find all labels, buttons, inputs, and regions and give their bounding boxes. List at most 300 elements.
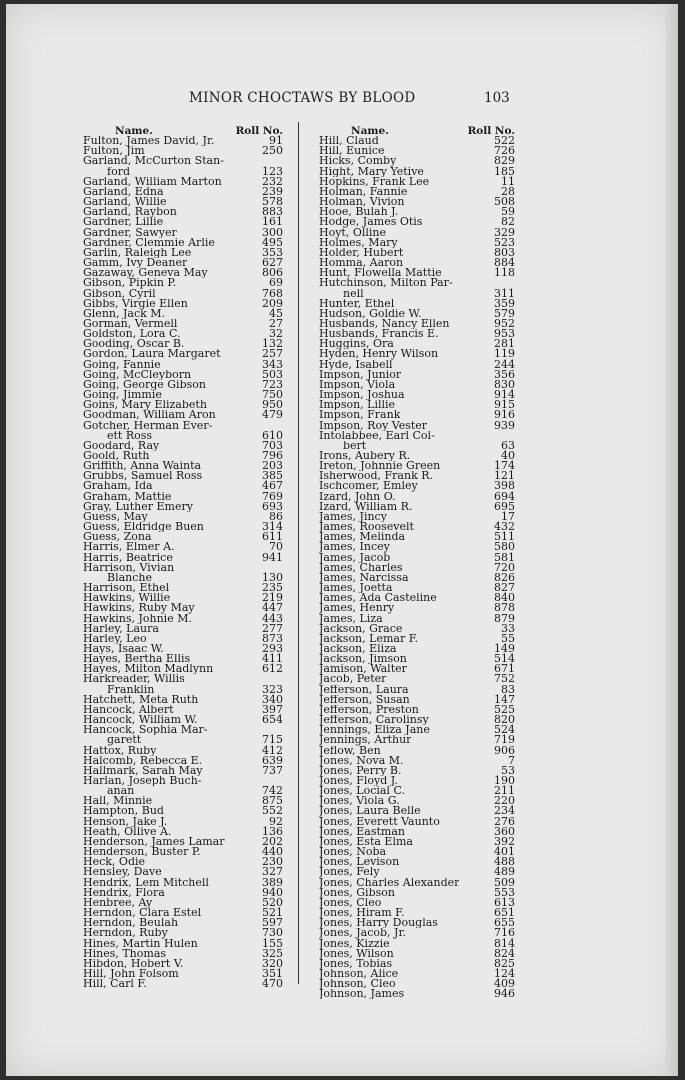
- entry-name: Impson, Junior: [319, 369, 402, 380]
- list-item: [319, 834, 515, 848]
- entry-name: Jamison, Walter: [319, 664, 407, 675]
- entry-name: Harley, Leo: [83, 633, 147, 644]
- entry-roll-number: 737: [262, 763, 283, 777]
- entry-roll-number: 946: [494, 987, 515, 1001]
- list-item: [83, 258, 283, 268]
- list-item: [319, 410, 515, 420]
- list-item: [319, 481, 515, 491]
- entry-roll-number: 467: [262, 479, 283, 493]
- list-item: [319, 400, 515, 410]
- entry-roll-number: 879: [494, 611, 515, 625]
- list-item: [83, 824, 283, 838]
- entry-roll-number: 311: [494, 286, 515, 300]
- entry-name: Jones, Hiram F.: [319, 908, 405, 919]
- entry-roll-number: 147: [494, 692, 515, 706]
- list-item: [83, 461, 283, 471]
- entry-name: Heck, Odie: [83, 857, 146, 868]
- entry-name: Goodard, Ray: [83, 440, 160, 451]
- entry-name: James, Ada Casteline: [319, 593, 437, 604]
- list-item: [319, 377, 515, 391]
- entry-name: James, Henry: [319, 603, 395, 614]
- entry-name: Going, Fannie: [83, 359, 161, 370]
- entry-roll-number: 447: [262, 601, 283, 615]
- entry-name: Jacob, Peter: [319, 674, 387, 685]
- list-item: [83, 956, 283, 970]
- list-item: [83, 207, 283, 217]
- list-item: [319, 753, 515, 767]
- entry-name: Hill, Carl F.: [83, 979, 147, 990]
- entry-roll-number: 611: [262, 530, 283, 544]
- list-item: [83, 349, 283, 359]
- list-item: [319, 509, 515, 523]
- entry-roll-number: 509: [494, 875, 515, 889]
- list-item: [319, 692, 515, 706]
- entry-roll-number: 351: [262, 966, 283, 980]
- entry-name: Garland, Edna: [83, 186, 164, 198]
- entry-roll-number: 17: [501, 509, 515, 523]
- entry-roll-number: 136: [262, 824, 283, 838]
- list-item: [83, 654, 283, 664]
- list-item: [319, 499, 515, 513]
- list-item: [319, 542, 515, 552]
- entry-name: Hutchinson, Milton Par-: [319, 278, 453, 289]
- entry-name: Franklin: [107, 684, 155, 695]
- entry-name: Hodge, James Otis: [319, 217, 423, 228]
- list-item: [83, 499, 283, 513]
- entry-name: Hill, Eunice: [319, 146, 385, 157]
- list-item: [83, 895, 283, 909]
- entry-roll-number: 40: [501, 449, 515, 462]
- entry-roll-number: 824: [494, 946, 515, 960]
- entry-roll-number: 411: [262, 652, 283, 666]
- list-item: [319, 641, 515, 655]
- entry-name: Gibbs, Virgie Ellen: [83, 298, 188, 309]
- entry-roll-number: 174: [494, 459, 515, 473]
- entry-roll-number: 124: [494, 966, 515, 980]
- entry-name: Jefferson, Susan: [319, 694, 410, 705]
- entry-roll-number: 389: [262, 875, 283, 889]
- entry-roll-number: 613: [494, 895, 515, 909]
- entry-name: Herndon, Ruby: [83, 928, 168, 939]
- list-item: [319, 847, 515, 857]
- entry-roll-number: 250: [262, 144, 283, 158]
- entry-name: James, Liza: [319, 613, 383, 624]
- list-item: [319, 631, 515, 645]
- entry-roll-number: 651: [494, 906, 515, 920]
- entry-name: Impson, Lillie: [319, 400, 396, 411]
- list-item: [319, 296, 515, 310]
- entry-name: Garland, Raybon: [83, 207, 177, 218]
- entry-roll-number: 119: [494, 347, 515, 361]
- list-item: [319, 306, 515, 320]
- list-item: [83, 278, 283, 288]
- entry-name: Jones, Tobias: [319, 958, 393, 969]
- entry-roll-number: 397: [262, 702, 283, 716]
- entry-name: Izard, William R.: [319, 501, 413, 512]
- entry-roll-number: 806: [262, 266, 283, 280]
- entry-name: Hays, Isaac W.: [83, 643, 164, 655]
- list-item: [319, 156, 515, 166]
- entry-roll-number: 939: [494, 418, 515, 432]
- list-item: [83, 235, 283, 249]
- entry-roll-number: 230: [262, 855, 283, 869]
- entry-name: Hopkins, Frank Lee: [319, 176, 430, 187]
- entry-name: Jones, Locial C.: [319, 786, 405, 797]
- entry-roll-number: 655: [494, 916, 515, 930]
- entry-roll-number: 320: [262, 956, 283, 970]
- entry-roll-number: 33: [501, 621, 515, 635]
- list-item: [319, 806, 515, 816]
- entry-name: Holmes, Mary: [319, 237, 398, 248]
- entry-name: Jennings, Eliza Jane: [319, 725, 430, 736]
- entry-roll-number: 219: [262, 591, 283, 605]
- entry-name: Impson, Viola: [319, 379, 396, 391]
- list-item: [83, 438, 283, 452]
- entry-name: Heath, Ollive A.: [83, 826, 172, 837]
- entry-roll-number: 220: [494, 794, 515, 808]
- entry-roll-number: 235: [262, 581, 283, 595]
- entry-roll-number: 914: [494, 388, 515, 402]
- list-item: [83, 428, 283, 442]
- entry-name: Jackson, Eliza: [319, 643, 397, 655]
- entry-roll-number: 244: [494, 357, 515, 371]
- entry-roll-number: 488: [494, 855, 515, 869]
- entry-name: Going, Jimmie: [83, 390, 162, 401]
- entry-roll-number: 325: [262, 946, 283, 960]
- list-item: [83, 908, 283, 918]
- list-item: [319, 570, 515, 584]
- entry-roll-number: 521: [262, 906, 283, 920]
- entry-roll-number: 597: [262, 916, 283, 930]
- entry-name: Jones, Laura Belle: [319, 806, 421, 817]
- list-item: [83, 268, 283, 278]
- entry-roll-number: 327: [262, 865, 283, 879]
- entry-roll-number: 715: [262, 733, 283, 747]
- entry-name: Halcomb, Rebecca E.: [83, 755, 203, 766]
- list-item: [319, 357, 515, 371]
- entry-name: Hunter, Ethel: [319, 298, 395, 309]
- entry-roll-number: 203: [262, 459, 283, 473]
- entry-name: Hill, John Folsom: [83, 968, 179, 980]
- list-item: [83, 946, 283, 960]
- entry-name: Jennings, Arthur: [319, 735, 412, 746]
- list-item: [83, 786, 283, 796]
- entry-name: Jones, Everett Vaunto: [319, 816, 440, 827]
- name-header: Name.: [115, 125, 153, 137]
- entry-roll-number: 300: [262, 225, 283, 239]
- entry-name: Hancock, Albert: [83, 704, 174, 716]
- list-item: [83, 489, 283, 503]
- entry-roll-number: 726: [494, 144, 515, 158]
- entry-name: Hatchett, Meta Ruth: [83, 694, 199, 705]
- list-item: [319, 583, 515, 593]
- entry-roll-number: 520: [262, 895, 283, 909]
- entry-roll-number: 814: [494, 936, 515, 950]
- list-item: [319, 349, 515, 359]
- list-item: [319, 621, 515, 635]
- entry-roll-number: 470: [262, 977, 283, 991]
- list-item: [319, 603, 515, 613]
- entry-roll-number: 827: [494, 581, 515, 595]
- entry-name: Hines, Martin Hulen: [83, 938, 198, 949]
- list-item: [319, 936, 515, 950]
- entry-name: Gardner, Lillie: [83, 217, 164, 228]
- entry-name: Harrison, Vivian: [83, 562, 175, 573]
- entry-name: Fulton, James David, Jr.: [83, 136, 215, 147]
- entry-roll-number: 579: [494, 306, 515, 320]
- list-item: [83, 611, 283, 625]
- list-item: [319, 339, 515, 349]
- entry-roll-number: 820: [494, 713, 515, 727]
- entry-name: Impson, Frank: [319, 410, 401, 421]
- entry-roll-number: 281: [494, 337, 515, 351]
- entry-roll-number: 803: [494, 245, 515, 259]
- entry-name: Jones, Eastman: [319, 826, 405, 837]
- entry-name: Henbree, Ay: [83, 897, 153, 909]
- list-item: [319, 857, 515, 867]
- entry-roll-number: 878: [494, 601, 515, 615]
- list-item: [319, 814, 515, 828]
- entry-name: Gray, Luther Emery: [83, 501, 193, 512]
- list-item: [319, 438, 515, 452]
- entry-roll-number: 202: [262, 834, 283, 848]
- entry-name: Guess, May: [83, 511, 148, 523]
- list-item: [83, 339, 283, 349]
- entry-name: Johnson, James: [319, 989, 405, 1000]
- entry-name: Harrison, Ethel: [83, 583, 170, 594]
- entry-roll-number: 234: [494, 804, 515, 818]
- entry-roll-number: 671: [494, 662, 515, 676]
- entry-name: Jackson, Jimson: [319, 654, 407, 665]
- entry-name: Gamm, Ivy Deaner: [83, 258, 188, 269]
- list-item: [319, 918, 515, 928]
- entry-name: Hall, Minnie: [83, 796, 153, 807]
- entry-roll-number: 693: [262, 499, 283, 513]
- entry-roll-number: 409: [494, 977, 515, 991]
- entry-name: Jones, Fely: [319, 867, 380, 878]
- list-item: [319, 522, 515, 532]
- entry-name: Jones, Noba: [319, 847, 387, 858]
- entry-name: Hensley, Dave: [83, 867, 162, 878]
- entry-roll-number: 695: [494, 499, 515, 513]
- entry-roll-number: 654: [262, 713, 283, 727]
- entry-name: Garland, William Marton: [83, 176, 222, 187]
- list-item: [83, 806, 283, 816]
- entry-roll-number: 495: [262, 235, 283, 249]
- entry-roll-number: 916: [494, 408, 515, 422]
- entry-name: Harris, Elmer A.: [83, 542, 175, 553]
- list-item: [319, 885, 515, 899]
- entry-name: Hattox, Ruby: [83, 745, 157, 756]
- entry-roll-number: 553: [494, 885, 515, 899]
- entry-name: Hicks, Comby: [319, 156, 397, 167]
- entry-roll-number: 59: [501, 205, 515, 219]
- entry-name: Johnson, Cleo: [319, 979, 396, 990]
- list-item: [319, 989, 515, 999]
- list-item: [319, 664, 515, 674]
- entry-roll-number: 768: [262, 286, 283, 300]
- entry-roll-number: 489: [494, 865, 515, 879]
- list-item: [83, 329, 283, 339]
- list-item: [83, 522, 283, 532]
- entry-roll-number: 830: [494, 377, 515, 391]
- entry-roll-number: 53: [501, 763, 515, 777]
- entry-roll-number: 385: [262, 469, 283, 483]
- entry-roll-number: 612: [262, 662, 283, 676]
- entry-roll-number: 190: [494, 774, 515, 787]
- entry-name: Hight, Mary Yetive: [319, 166, 424, 177]
- entry-name: Irons, Aubery R.: [319, 451, 411, 462]
- list-item: [319, 207, 515, 217]
- entry-roll-number: 875: [262, 794, 283, 808]
- list-item: [83, 570, 283, 584]
- entry-roll-number: 161: [262, 215, 283, 229]
- entry-name: Griffith, Anna Wainta: [83, 461, 202, 472]
- entry-name: Harris, Beatrice: [83, 552, 173, 563]
- entry-roll-number: 356: [494, 367, 515, 381]
- entry-roll-number: 511: [494, 530, 515, 544]
- entry-roll-number: 209: [262, 296, 283, 310]
- entry-name: Hayes, Milton Madlynn: [83, 664, 214, 675]
- entry-name: Huggins, Ora: [319, 339, 394, 350]
- list-item: [319, 146, 515, 156]
- list-item: [319, 471, 515, 481]
- list-item: [83, 664, 283, 674]
- list-item: [319, 164, 515, 178]
- right-column: [319, 126, 515, 999]
- entry-name: Jones, Jacob, Jr.: [319, 928, 407, 939]
- list-item: [319, 235, 515, 249]
- entry-roll-number: 432: [494, 520, 515, 534]
- entry-name: Holder, Hubert: [319, 247, 404, 259]
- entry-name: Harlan, Joseph Buch-: [83, 776, 202, 787]
- entry-roll-number: 340: [262, 692, 283, 706]
- entry-name: Hampton, Bud: [83, 806, 164, 817]
- entry-name: Hallmark, Sarah May: [83, 765, 203, 776]
- entry-name: Jones, Gibson: [319, 887, 395, 898]
- entry-name: Garland, McCurton Stan-: [83, 156, 224, 167]
- list-item: [319, 895, 515, 909]
- entry-roll-number: 703: [262, 438, 283, 452]
- entry-name: Hendrix, Lem Mitchell: [83, 877, 209, 888]
- entry-name: Herndon, Clara Estel: [83, 908, 202, 919]
- list-item: [83, 936, 283, 950]
- entry-name: Henderson, Buster P.: [83, 847, 201, 858]
- list-item: [83, 776, 283, 786]
- entry-name: Hawkins, Ruby May: [83, 603, 195, 614]
- list-item: [83, 146, 283, 156]
- entry-name: Jefferson, Laura: [319, 684, 409, 695]
- entry-roll-number: 524: [494, 723, 515, 737]
- entry-name: Graham, Mattie: [83, 491, 172, 502]
- entry-name: Jefferson, Preston: [319, 704, 419, 716]
- list-item: [319, 725, 515, 735]
- entry-name: Goins, Mary Elizabeth: [83, 400, 207, 411]
- entry-name: ett Ross: [107, 430, 153, 441]
- list-item: [83, 641, 283, 655]
- entry-name: Hayes, Bertha Ellis: [83, 654, 191, 665]
- entry-roll-number: 353: [262, 245, 283, 259]
- entry-name: anan: [107, 786, 135, 797]
- entry-roll-number: 796: [262, 449, 283, 462]
- list-item: [319, 418, 515, 432]
- list-item: [83, 367, 283, 381]
- entry-name: Hunt, Flowella Mattie: [319, 268, 442, 279]
- list-item: [319, 532, 515, 542]
- entry-name: James, Charles: [319, 562, 403, 573]
- list-item: [83, 390, 283, 400]
- entry-name: Goold, Ruth: [83, 451, 150, 462]
- list-item: [319, 329, 515, 339]
- entry-roll-number: 826: [494, 570, 515, 584]
- list-item: [83, 542, 283, 552]
- entry-roll-number: 443: [262, 611, 283, 625]
- list-item: [83, 692, 283, 706]
- list-item: [319, 286, 515, 300]
- entry-roll-number: 829: [494, 154, 515, 168]
- list-item: [83, 603, 283, 613]
- list-item: [319, 786, 515, 796]
- list-item: [83, 184, 283, 198]
- column-header: [319, 126, 515, 136]
- list-item: [319, 390, 515, 400]
- list-item: [319, 867, 515, 877]
- list-item: [83, 156, 283, 166]
- entry-roll-number: 257: [262, 347, 283, 361]
- list-item: [83, 550, 283, 564]
- entry-roll-number: 91: [269, 134, 283, 148]
- entry-roll-number: 578: [262, 195, 283, 209]
- entry-name: Henson, Jake J.: [83, 816, 168, 827]
- entry-roll-number: 523: [494, 235, 515, 249]
- entry-roll-number: 323: [262, 682, 283, 696]
- list-item: [319, 550, 515, 564]
- list-item: [319, 654, 515, 664]
- entry-roll-number: 63: [501, 438, 515, 452]
- entry-name: Graham, Ida: [83, 481, 153, 492]
- entry-name: Goldston, Lora C.: [83, 329, 181, 340]
- entry-roll-number: 118: [494, 266, 515, 280]
- entry-name: Garland, Willie: [83, 197, 167, 208]
- page-number: 103: [484, 90, 510, 106]
- list-item: [319, 461, 515, 471]
- entry-name: Gardner, Sawyer: [83, 227, 177, 238]
- list-item: [319, 956, 515, 970]
- entry-name: ford: [107, 166, 130, 177]
- entry-roll-number: 69: [269, 276, 283, 290]
- entry-roll-number: 723: [262, 377, 283, 391]
- roll-header: Roll No.: [467, 125, 515, 137]
- entry-name: Jones, Harry Douglas: [319, 918, 438, 929]
- entry-name: Hancock, Sophia Mar-: [83, 725, 208, 736]
- entry-name: James, Jincy: [319, 511, 387, 523]
- column-divider: [298, 122, 299, 984]
- list-item: [83, 421, 283, 431]
- entry-roll-number: 11: [501, 174, 515, 188]
- entry-roll-number: 769: [262, 489, 283, 503]
- entry-name: Jeflow, Ben: [319, 745, 381, 756]
- entry-name: Impson, Joshua: [319, 390, 405, 401]
- entry-name: Hines, Thomas: [83, 948, 167, 959]
- list-item: [319, 136, 515, 146]
- entry-name: Grubbs, Samuel Ross: [83, 471, 203, 482]
- page-edge: [666, 4, 678, 1076]
- list-item: [83, 563, 283, 573]
- entry-name: nell: [343, 288, 364, 299]
- entry-roll-number: 525: [494, 702, 515, 716]
- list-item: [83, 735, 283, 745]
- entry-name: Gibson, Cyril: [83, 288, 156, 299]
